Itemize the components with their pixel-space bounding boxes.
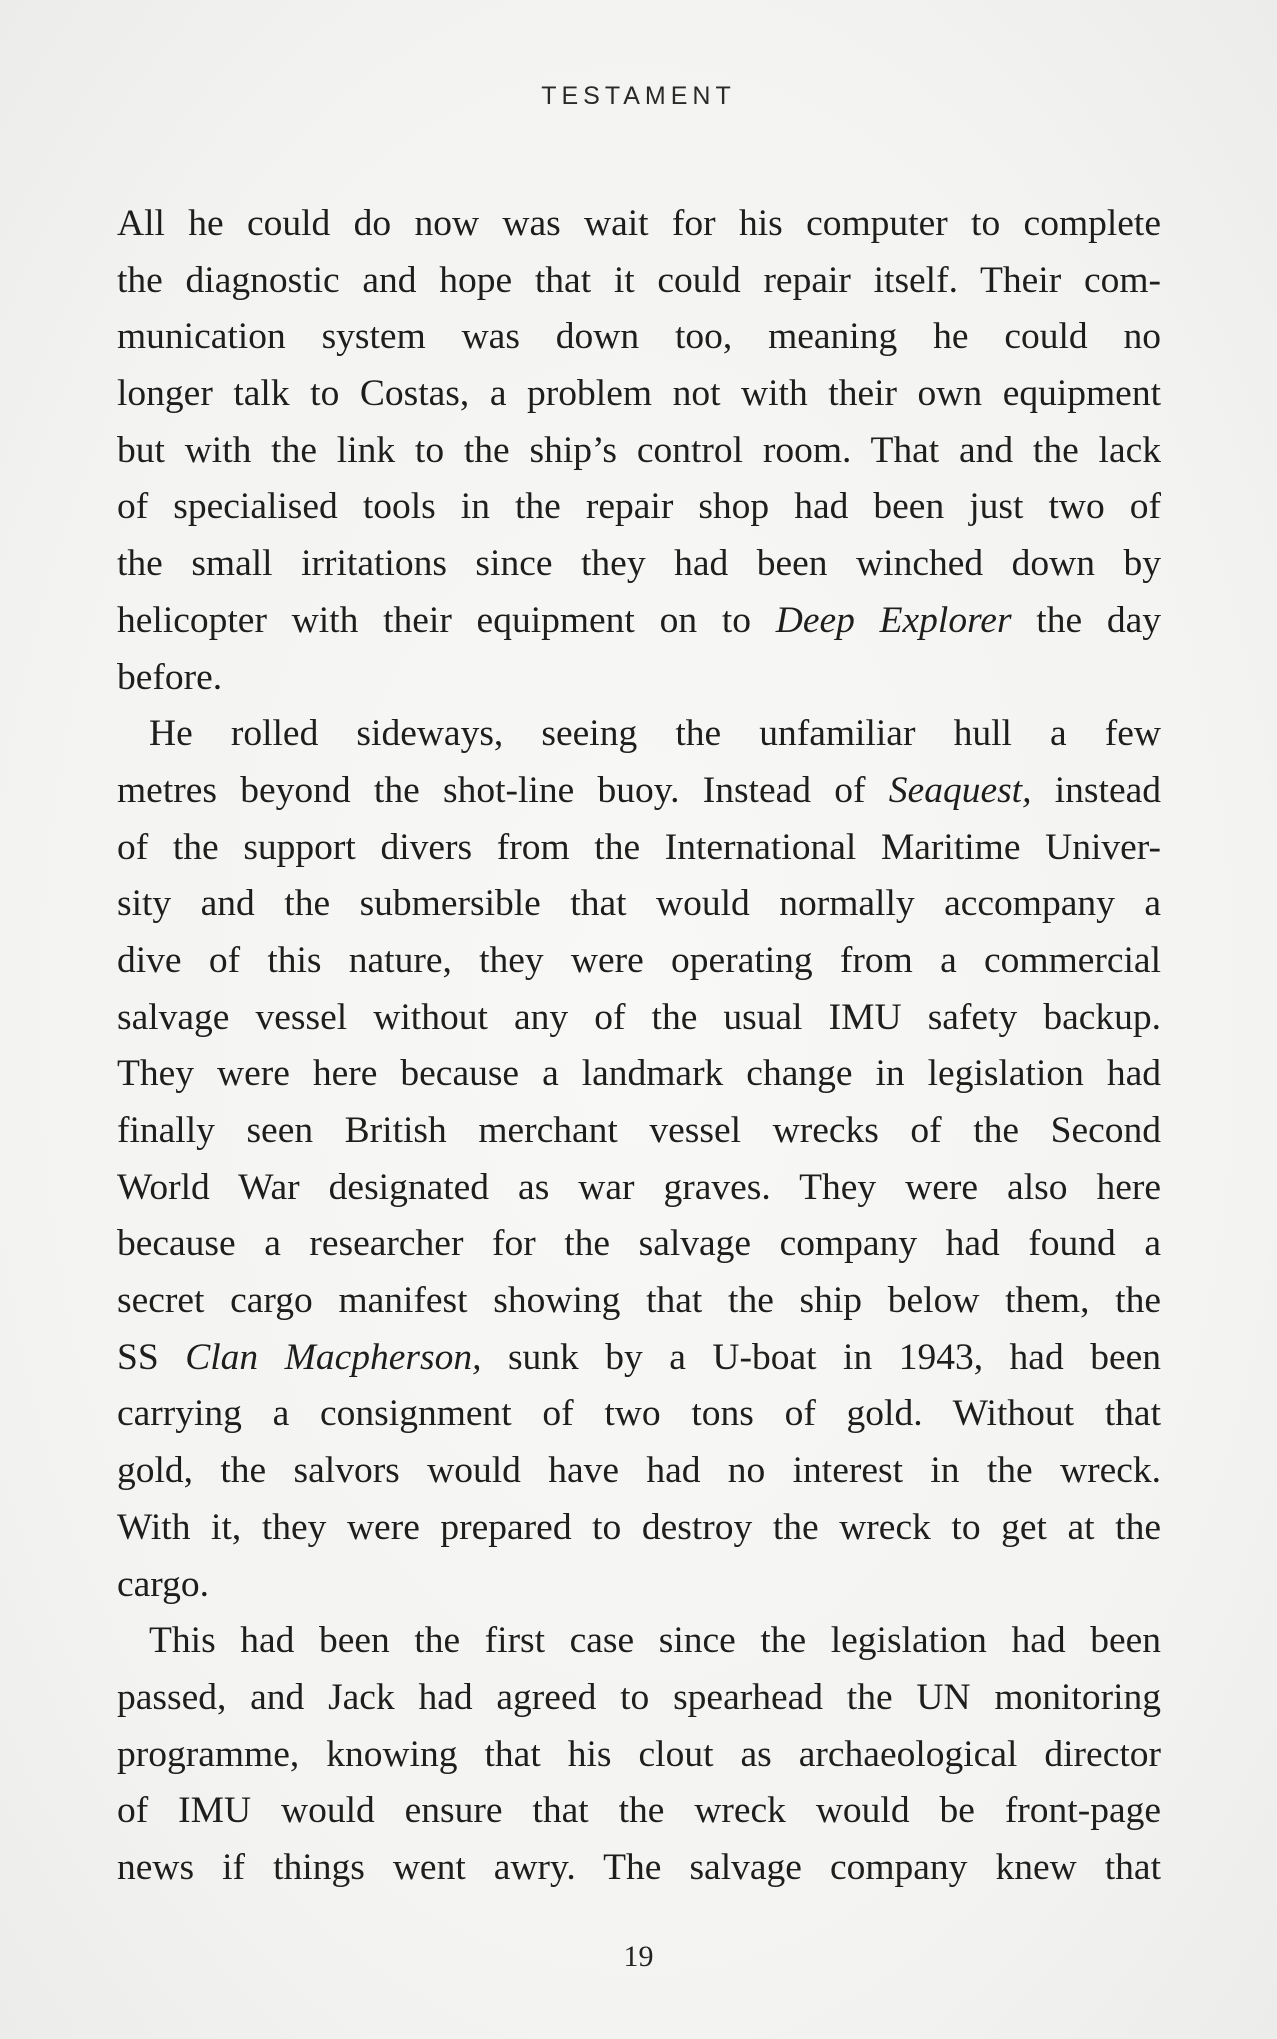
text-line: This had been the first case since the legislation had been — [149, 1620, 1161, 1662]
text-line — [117, 763, 1161, 820]
text-line: All he could do now was wait for his computer to complete — [117, 203, 1161, 244]
text-run: metres beyond the shot-line buoy. Instead of — [117, 769, 889, 811]
text-line: sity and the submersible that would normally accompany a — [117, 883, 1161, 925]
italic-title: Deep Explorer — [775, 599, 1012, 641]
text-line: of specialised tools in the repair shop had been just two of — [117, 486, 1161, 528]
text-run: the day — [1011, 599, 1161, 641]
text-line: because a researcher for the salvage company had found a — [117, 1223, 1161, 1265]
italic-title: Clan Macpherson, — [185, 1336, 482, 1378]
text-run: instead — [1031, 769, 1161, 811]
text-line: finally seen British merchant vessel wrecks of the Second — [117, 1110, 1161, 1151]
body-text — [117, 196, 1161, 1897]
text-line: the diagnostic and hope that it could repair itself. Their com- — [117, 259, 1161, 301]
text-line: He rolled sideways, seeing the unfamiliar hull a few — [149, 713, 1161, 755]
text-line: salvage vessel without any of the usual IMU safety backup. — [117, 996, 1161, 1038]
text-line: gold, the salvors would have had no interest in the wreck. — [117, 1450, 1161, 1492]
running-head: TESTAMENT — [541, 82, 736, 110]
text-line: before. — [117, 656, 223, 698]
text-line: but with the link to the ship’s control room. That and the lack — [117, 429, 1161, 471]
text-line: the small irritations since they had been winched down by — [117, 543, 1161, 585]
text-line: cargo. — [117, 1563, 209, 1605]
text-line — [117, 1330, 1161, 1387]
text-line: news if things went awry. The salvage company knew that — [117, 1846, 1161, 1888]
text-line — [117, 593, 1161, 650]
text-run: sunk by a U-boat in 1943, had been — [481, 1336, 1161, 1378]
text-line: secret cargo manifest showing that the ship below them, the — [117, 1280, 1161, 1322]
text-line: With it, they were prepared to destroy the wreck to get at the — [117, 1506, 1161, 1548]
text-line: passed, and Jack had agreed to spearhead the UN monitoring — [117, 1676, 1161, 1718]
text-line: programme, knowing that his clout as archaeological director — [117, 1733, 1161, 1775]
text-line: World War designated as war graves. They were also here — [117, 1166, 1161, 1208]
text-run: helicopter with their equipment on to — [117, 599, 776, 641]
text-line: of the support divers from the International Maritime Univer- — [117, 826, 1161, 868]
text-line: munication system was down too, meaning he could no — [117, 316, 1161, 358]
italic-title: Seaquest, — [888, 769, 1032, 811]
page-number: 19 — [623, 1940, 654, 1973]
text-line: longer talk to Costas, a problem not with their own equipment — [117, 373, 1161, 415]
text-line: carrying a consignment of two tons of gold. Without that — [117, 1393, 1161, 1435]
text-line: of IMU would ensure that the wreck would be front-page — [117, 1790, 1161, 1832]
text-line: dive of this nature, they were operating from a commercial — [117, 939, 1161, 981]
text-run: SS — [117, 1336, 186, 1378]
text-line: They were here because a landmark change in legislation had — [117, 1053, 1161, 1095]
